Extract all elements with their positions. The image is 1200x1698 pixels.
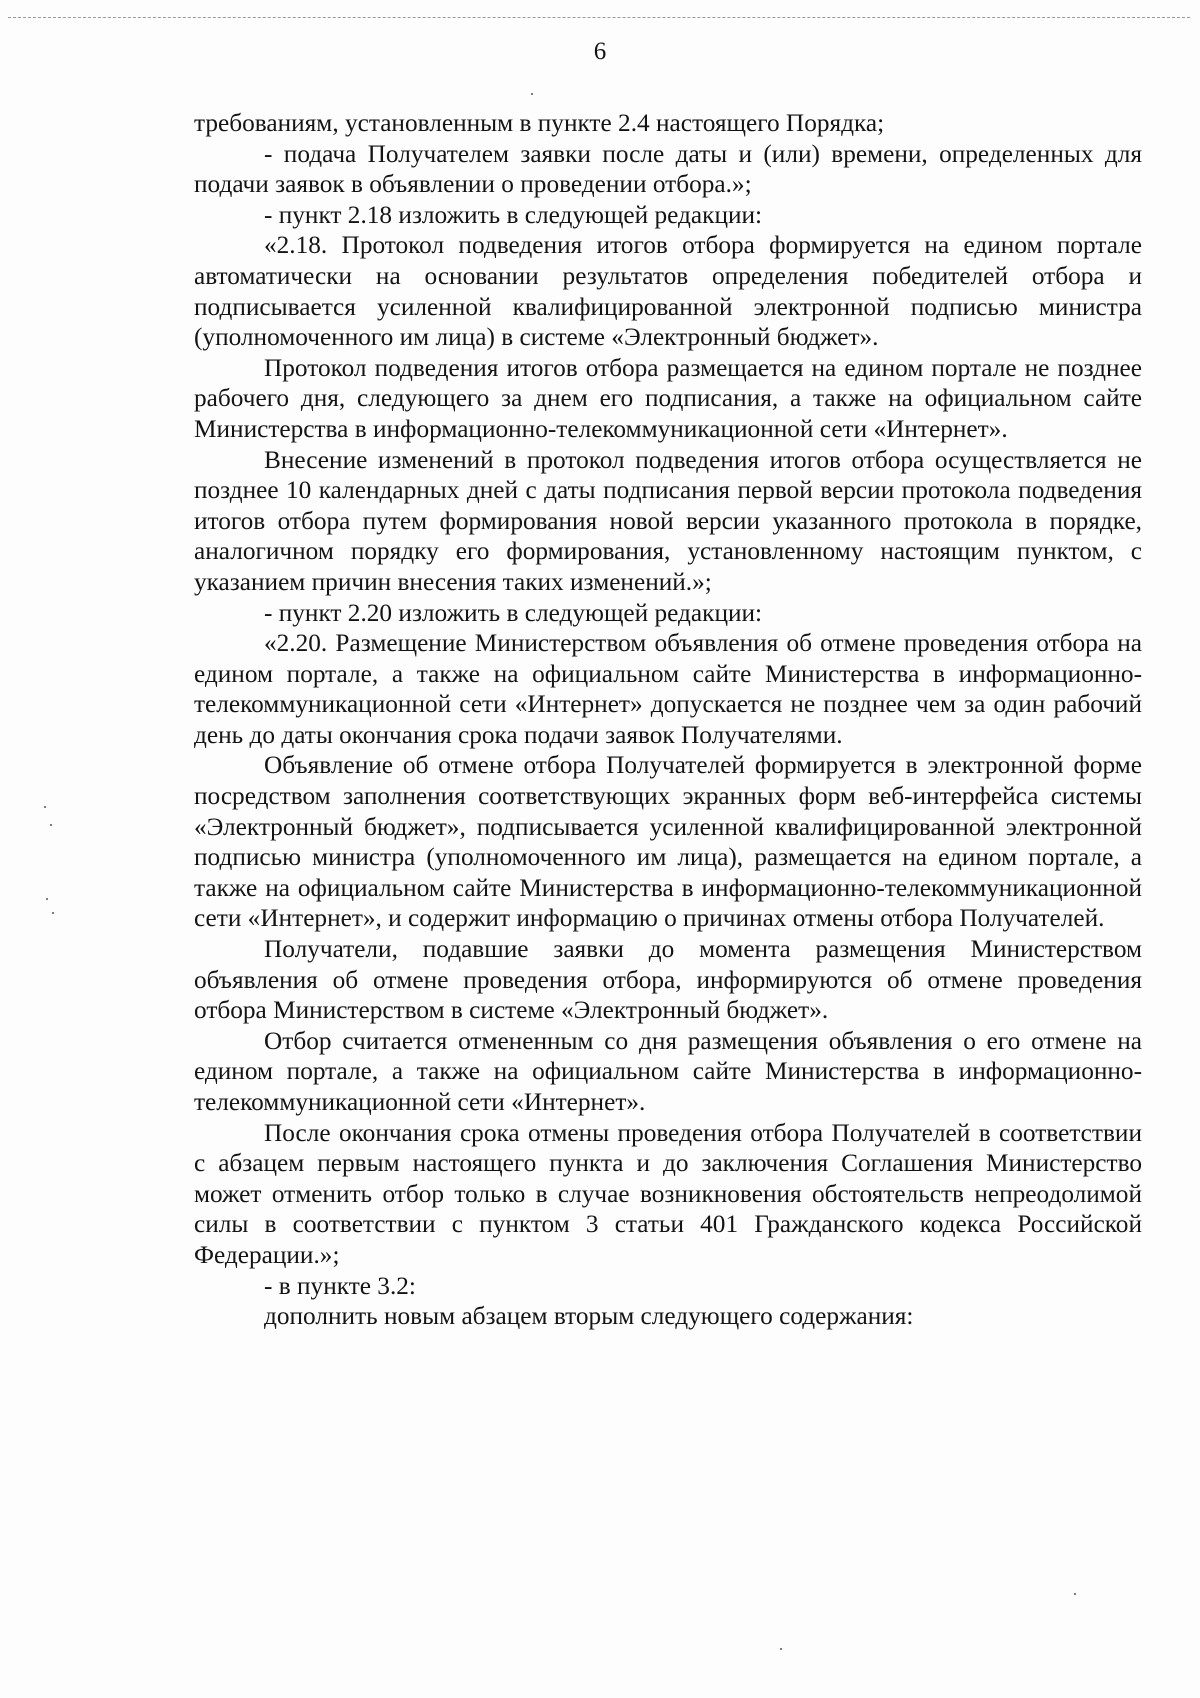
- paragraph: Объявление об отмене отбора Получателей формируется в электронной форме посредством заполнения соответствующих экранных форм веб-интерфейса системы «Электронный бюджет», подписывается усиленной квалифицированной электронной подписью министра (уполномоченного им лица), размещается на едином портале, а также на официальном сайте Министерства в информационно-телекоммуникационной сети «Интернет», и содержит информацию о причинах отмены отбора Получателей.: [194, 751, 1142, 933]
- scan-speck: [531, 93, 533, 95]
- paragraph: Получатели, подавшие заявки до момента размещения Министерством объявления об отмене проведения отбора, информируются об отмене проведения отбора Министерством в системе «Электронный бюджет».: [194, 935, 1142, 1025]
- paragraph-continuation: требованиям, установленным в пункте 2.4 настоящего Порядка;: [194, 109, 885, 137]
- paragraph: Отбор считается отмененным со дня размещения объявления о его отмене на едином портале, а также на официальном сайте Министерства в информационно-телекоммуникационной сети «Интернет».: [194, 1026, 1142, 1116]
- paragraph-instruction: - в пункте 3.2:: [264, 1271, 416, 1300]
- scan-speck: [50, 824, 52, 826]
- page-number: 6: [593, 38, 607, 65]
- paragraph-list-item: - подача Получателем заявки после даты и (или) времени, определенных для подачи заявок в объявлении о проведении отбора.»;: [194, 139, 1142, 199]
- scan-speck: [46, 898, 48, 900]
- paragraph: Внесение изменений в протокол подведения итогов отбора осуществляется не позднее 10 календарных дней с даты подписания первой версии протокола подведения итогов отбора путем формирования новой версии указанного протокола в порядке, аналогичном порядку его формирования, установленному настоящим пунктом, с указанием причин внесения таких изменений.»;: [194, 445, 1142, 596]
- scan-speck: [780, 1648, 782, 1650]
- paragraph-instruction: дополнить новым абзацем вторым следующего содержания:: [264, 1302, 914, 1331]
- paragraph: После окончания срока отмены проведения отбора Получателей в соответствии с абзацем первым настоящего пункта и до заключения Соглашения Министерство может отменить отбор только в случае возникновения обстоятельств непреодолимой силы в соответствии с пунктом 3 статьи 401 Гражданского кодекса Российской Федерации.»;: [194, 1118, 1142, 1269]
- scan-speck: [44, 806, 46, 808]
- paragraph: Протокол подведения итогов отбора размещается на едином портале не позднее рабочего дня, следующего за днем его подписания, а также на официальном сайте Министерства в информационно-телекоммуникационной сети «Интернет».: [194, 353, 1142, 443]
- paragraph-instruction: - пункт 2.18 изложить в следующей редакции:: [264, 200, 763, 229]
- scan-top-edge: [8, 17, 1190, 18]
- paragraph-clause-2-18: «2.18. Протокол подведения итогов отбора формируется на едином портале автоматически на основании результатов определения победителей отбора и подписывается усиленной квалифицированной электронной подписью министра (уполномоченного им лица) в системе «Электронный бюджет».: [194, 231, 1142, 352]
- scan-speck: [1074, 1593, 1076, 1595]
- paragraph-instruction: - пункт 2.20 изложить в следующей редакции:: [264, 598, 763, 627]
- paragraph-clause-2-20: «2.20. Размещение Министерством объявления об отмене проведения отбора на едином портале, а также на официальном сайте Министерства в информационно-телекоммуникационной сети «Интернет» допускается не позднее чем за один рабочий день до даты окончания срока подачи заявок Получателями.: [194, 629, 1142, 749]
- document-body: [194, 108, 1142, 1332]
- scan-speck: [52, 912, 54, 914]
